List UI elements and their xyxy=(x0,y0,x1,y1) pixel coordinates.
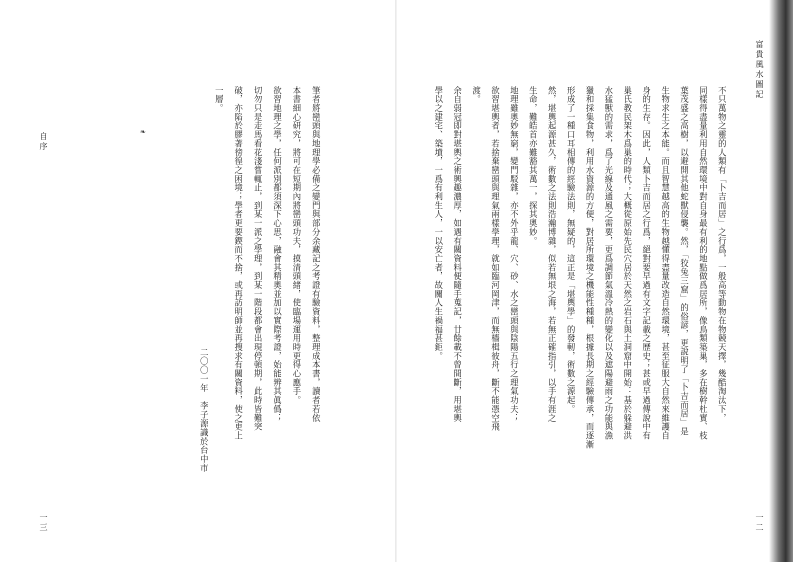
text-column: 獵和採集食物，利用水資源的方便，對居所環境之機能性種種，根據長期之經驗傳承，而逐漸 xyxy=(584,86,595,449)
text-column: 一層。 xyxy=(214,86,225,113)
scan-edge-shadow xyxy=(769,0,793,562)
text-column: 破，亦陷於膠著徬徨之困境；學者更要鍥而不捨，或再訪明師並再搜求有關資料，使之更上 xyxy=(233,86,244,440)
text-column: 學以之建宅、築墳，一爲有利生人，一以安亡者，故關人生禍福甚鉅。 xyxy=(433,86,444,361)
text-column: 欲習地理之學，任何派別都須深下心思，融會其精奧並加以實際考證，始能辨其眞僞； xyxy=(272,86,283,423)
text-column: 余自弱冠即對堪輿之術興趣濃厚，如遇有關資料便隨手蒐記，廿餘載不曾間斷，用堪輿 xyxy=(452,86,463,423)
text-column: 葉茂盛之高樹，以避開其他蛇獸侵襲。然，「狡兔三窟」的俗諺，更說明了「卜吉而居」是 xyxy=(679,86,690,436)
page-number-right: 一二 xyxy=(755,513,764,533)
text-column: 水猛獸的需求，爲了光線及通風之需要，更爲調節氣溫冷熱的變化以及遮陽避雨之功能與漁 xyxy=(603,86,614,440)
footer-label: 自序 xyxy=(39,132,48,152)
page-number-left: 一三 xyxy=(39,513,48,533)
running-head: 富貴風水圖記 xyxy=(755,40,764,100)
text-column: 本書細心研究，將可在短期內將巒頭功夫，摸清頭緒，使臨場運用時更得心應手。 xyxy=(291,86,302,405)
text-column: 形成了一種口耳相傳的經驗法則，無疑的，這正是「堪輿學」的發軔，術數之源起。 xyxy=(566,86,577,414)
text-column: 筆者將巒頭與地理學必備之變門與部分余藏記之考證有驗資料，整理成本書，讀者若依 xyxy=(311,86,322,423)
right-page xyxy=(396,0,793,562)
text-column: 生物求生之本能。而且智慧越高的生物越懂得盡量改造自然環境，甚至征服大自然來維護自 xyxy=(660,86,671,440)
signature: 二〇〇一年 李子源識於台中市 xyxy=(199,348,210,473)
text-column: 巢氏教民架木爲巢的時代；大概從原始先民穴居於天然之岩石與土洞窟中開始：基於躲避洪 xyxy=(622,86,633,440)
text-column: 欲習堪輿者，若捨棄巒頭與理氣兩樣學理，就如臨河岡津，而無檣楫彼舟，斷不能憑空飛 xyxy=(490,86,501,432)
text-column: 切勿只是走馬看花淺嘗輒止，到某一派之學理，到某一階段都會出現停頓期，此時皆難突 xyxy=(253,86,264,432)
text-column: 生命，難皓首亦難豁其萬一，探其奧妙。 xyxy=(528,86,539,246)
scan-mark: ❧ xyxy=(140,128,146,136)
text-column: 同樣得盡量利用自然環境中對自身最有利的地點做爲居所，像鳥類築巢，多在樹幹杜實、枝 xyxy=(698,86,709,440)
text-column: 不只萬物之靈的人類有「卜吉而居」之行爲，一般高等動物在物競天擇，幾酷淘汰下， xyxy=(717,86,728,423)
text-column: 然，堪輿起源甚久，術數之法則浩瀚博雜，似若無垠之海，若無正確指引，以手有涯之 xyxy=(547,86,558,423)
text-column: 地理雖奧妙無窮，變門駁雜，亦不外乎龍、穴、砂、水之巒頭與陰陽五行之理氣功夫； xyxy=(509,86,520,423)
text-column: 身的生存。因此，人類卜吉而居之行爲，絕對要早過有文字記載之歷史；甚或早過傳說中有 xyxy=(641,86,652,440)
left-page xyxy=(0,0,396,562)
text-column: 渡。 xyxy=(471,86,482,104)
